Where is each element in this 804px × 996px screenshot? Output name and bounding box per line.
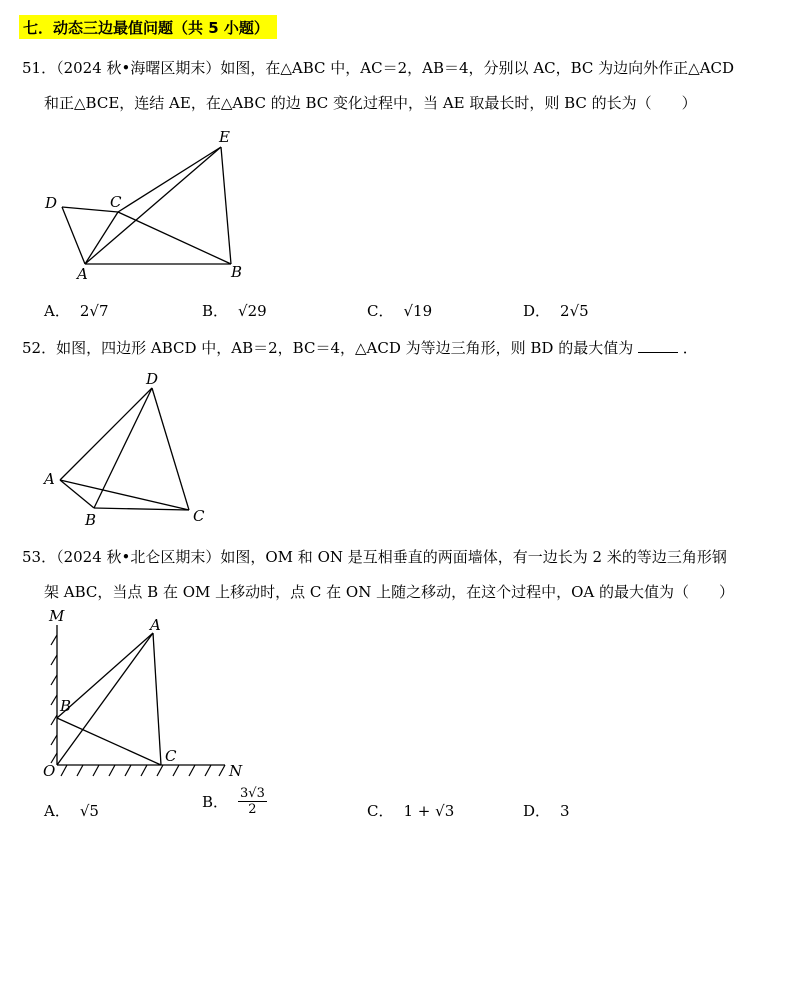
option-value: √5 [79,802,99,820]
q52-label-a: A [44,470,55,488]
option-letter: B． [202,793,229,811]
q53-label-a: A [150,616,161,634]
q53-option-b[interactable] [202,786,267,817]
q52-end: ． [682,339,698,357]
option-letter: A． [44,302,70,320]
q53-label-b: B [60,697,72,715]
q53-label-m: M [49,607,65,625]
q51-option-c[interactable] [367,300,432,321]
q51-label-b: B [231,263,243,281]
fraction-denominator: 2 [248,802,257,817]
q51-text-line1: 51．（2024 秋•海曙区期末）如图，在△ABC 中，AC＝2，AB＝4，分别以 AC，BC 为边向外作正△ACD [22,59,735,77]
q51-option-b[interactable] [202,300,267,321]
q52-label-b: B [85,511,97,529]
option-value: 1 + √3 [403,802,455,820]
q53-option-a[interactable] [44,800,99,821]
q52-label-c: C [193,507,205,525]
q53-option-c[interactable] [367,800,454,821]
option-value: √19 [403,302,433,320]
q52-answer-blank[interactable] [638,338,678,353]
option-letter: D． [523,802,551,820]
q51-label-a: A [77,265,88,283]
q51-label-e: E [219,128,230,146]
q52-text [22,337,698,358]
q52-label-d: D [146,370,159,388]
fraction-numerator: 3√3 [240,786,265,801]
q53-text-line2: 架 ABC，当点 B 在 OM 上移动时，点 C 在 ON 上随之移动，在这个过程中，OA 的最大值为（ ） [44,583,735,601]
option-letter: B． [202,302,229,320]
option-fraction [238,786,267,817]
q53-label-c: C [165,747,177,765]
option-letter: A． [44,802,70,820]
section-title: 七．动态三边最值问题（共 5 小题） [19,15,277,39]
q53-label-o: O [43,762,56,780]
option-value: 2√7 [79,302,109,320]
q51-option-a[interactable] [44,300,109,321]
q51-text-line2: 和正△BCE，连结 AE，在△ABC 的边 BC 变化过程中，当 AE 取最长时，则 BC 的长为（ ） [44,94,697,112]
q53-option-d[interactable] [523,800,570,821]
option-letter: C． [367,802,394,820]
option-letter: D． [523,302,551,320]
q51-label-c: C [110,193,122,211]
option-value: 2√5 [560,302,589,320]
q52-question: 52．如图，四边形 ABCD 中，AB＝2，BC＝4，△ACD 为等边三角形，则 BD 的最大值为 [22,339,634,357]
q53-text-line1: 53．（2024 秋•北仑区期末）如图，OM 和 ON 是互相垂直的两面墙体，有一边长为 2 米的等边三角形钢 [22,548,727,566]
q53-label-n: N [229,762,243,780]
q51-option-d[interactable] [523,300,589,321]
q51-label-d: D [45,194,58,212]
option-value: √29 [238,302,267,320]
option-value: 3 [560,802,570,820]
option-letter: C． [367,302,394,320]
